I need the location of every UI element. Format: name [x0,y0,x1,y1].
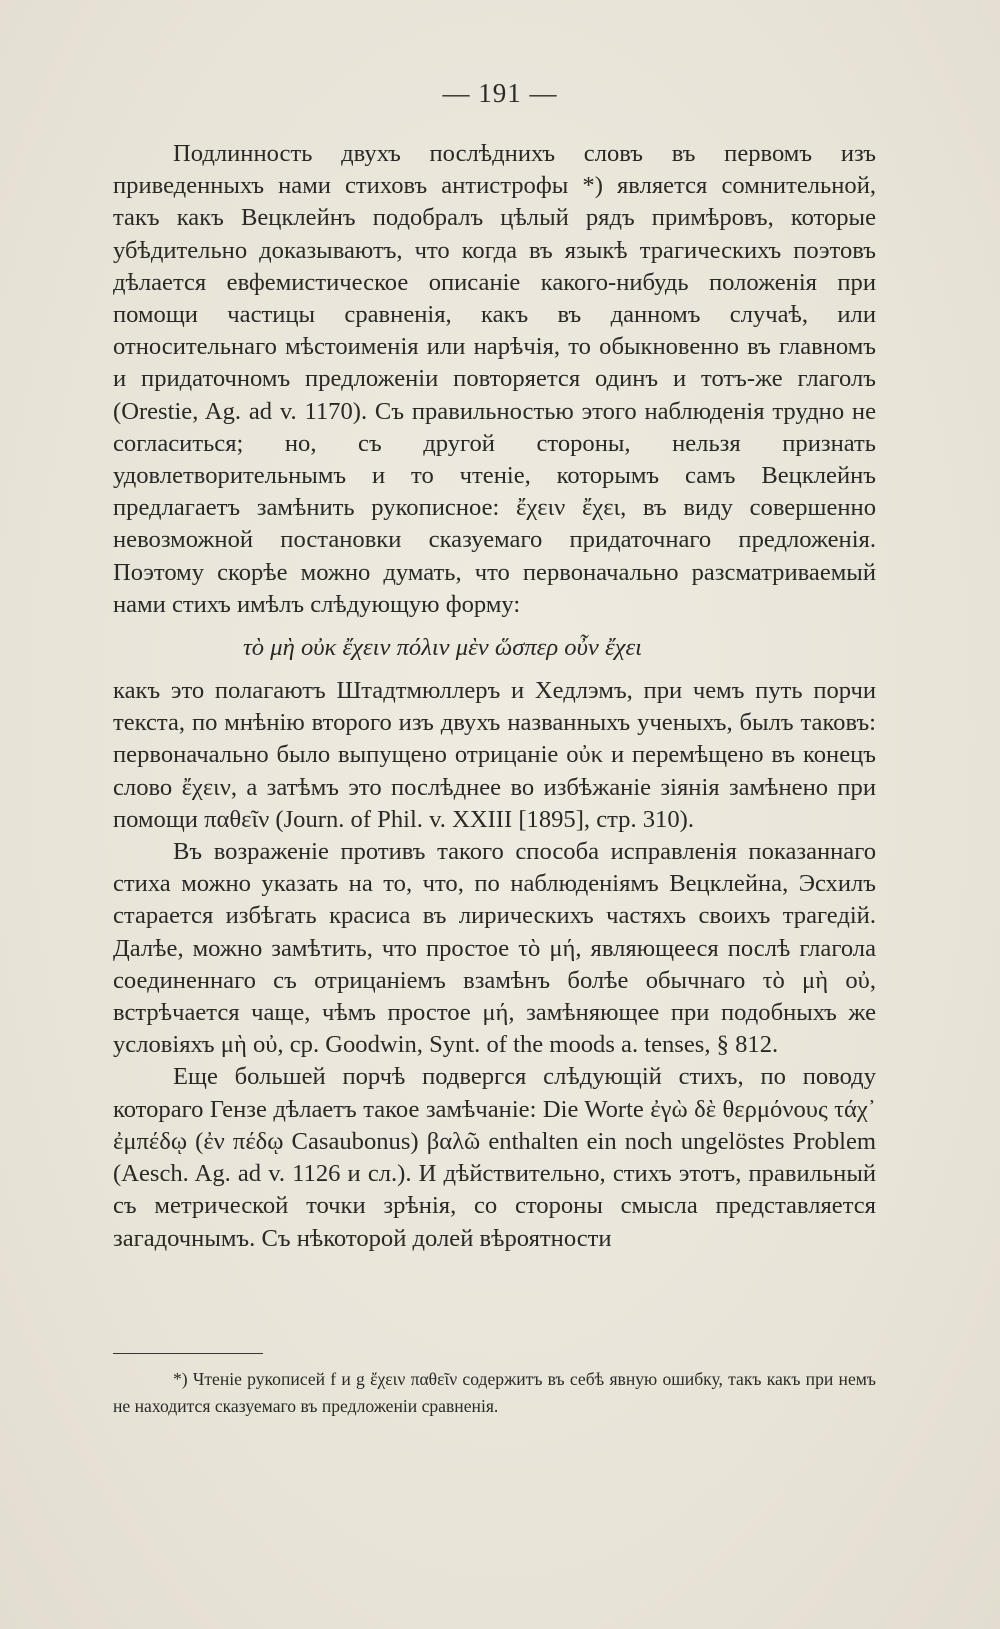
main-text [113,138,876,1255]
footnote-divider [113,1353,263,1354]
footnote-text: *) Чтеніе рукописей f и g ἔχειν παθεῖν содержитъ въ себѣ явную ошибку, такъ какъ при немъ не находится сказуемаго въ предложеніи сравненія. [113,1369,876,1416]
page-number: — 191 — [442,78,558,108]
paragraph: какъ это полагаютъ Штадтмюллеръ и Хедлэмъ, при чемъ путь порчи текста, по мнѣнію второго изъ двухъ названныхъ ученыхъ, былъ таковъ: первоначально было выпущено отрицаніе οὐκ и перемѣщено въ конецъ слово ἔχειν, а затѣмъ это послѣднее во избѣжаніе зіянія замѣнено при помощи παθεῖν (Journ. of Phil. v. XXIII [1895], стр. 310). [113,677,876,833]
paragraph: Подлинность двухъ послѣднихъ словъ въ первомъ изъ приведенныхъ нами стиховъ антистрофы *) является сомнительной, такъ какъ Вецклейнъ подобралъ цѣлый рядъ примѣровъ, которые убѣдительно доказываютъ, что когда въ языкѣ трагическихъ поэтовъ дѣлается евфемистическое описаніе какого-нибудь положенія при помощи частицы сравненія, какъ въ данномъ случаѣ, или относительнаго мѣстоименія или нарѣчія, то обыкновенно въ главномъ и придаточномъ предложеніи повторяется одинъ и тотъ-же глаголъ (Orestie, Ag. ad v. 1170). Съ правильностью этого наблюденія трудно не согласиться; но, съ другой стороны, нельзя признать удовлетворительнымъ и то чтеніе, которымъ самъ Вецклейнъ предлагаетъ замѣнить рукописное: ἔχειν ἔχει, въ виду совершенно невозможной постановки сказуемаго придаточнаго предложенія. Поэтому скорѣе можно думать, что первоначально разсматриваемый нами стихъ имѣлъ слѣдующую форму: [113,140,876,618]
footnote [113,1366,876,1420]
paragraph: Въ возраженіе противъ такого способа исправленія показаннаго стиха можно указать на то, что, по наблюденіямъ Вецклейна, Эсхилъ старается избѣгать красиса въ лирическихъ частяхъ своихъ трагедій. Далѣе, можно замѣтить, что простое τὸ μή, являющееся послѣ глагола соединеннаго съ отрицаніемъ взамѣнъ болѣе обычнаго τὸ μὴ οὐ, встрѣчается чаще, чѣмъ простое μή, замѣняющее при подобныхъ же условіяхъ μὴ οὐ, ср. Goodwin, Synt. of the moods a. tenses, § 812. [113,838,876,1059]
greek-verse: τὸ μὴ οὐκ ἔχειν πόλιν μὲν ὥσπερ οὖν ἔχει [243,634,642,662]
paragraph: Еще большей порчѣ подвергся слѣдующій стихъ, по поводу котораго Гензе дѣлаетъ такое замѣчаніе: Die Worte ἐγὼ δὲ θερμόνους τάχ᾽ ἐμπέδῳ (ἐν πέδῳ Casaubonus) βαλῶ enthalten ein noch ungelöstes Problem (Aesch. Ag. ad v. 1126 и сл.). И дѣйствительно, стихъ этотъ, правильный съ метрической точки зрѣнія, со стороны смысла представляется загадочнымъ. Съ нѣкоторой долей вѣроятности [113,1063,876,1252]
